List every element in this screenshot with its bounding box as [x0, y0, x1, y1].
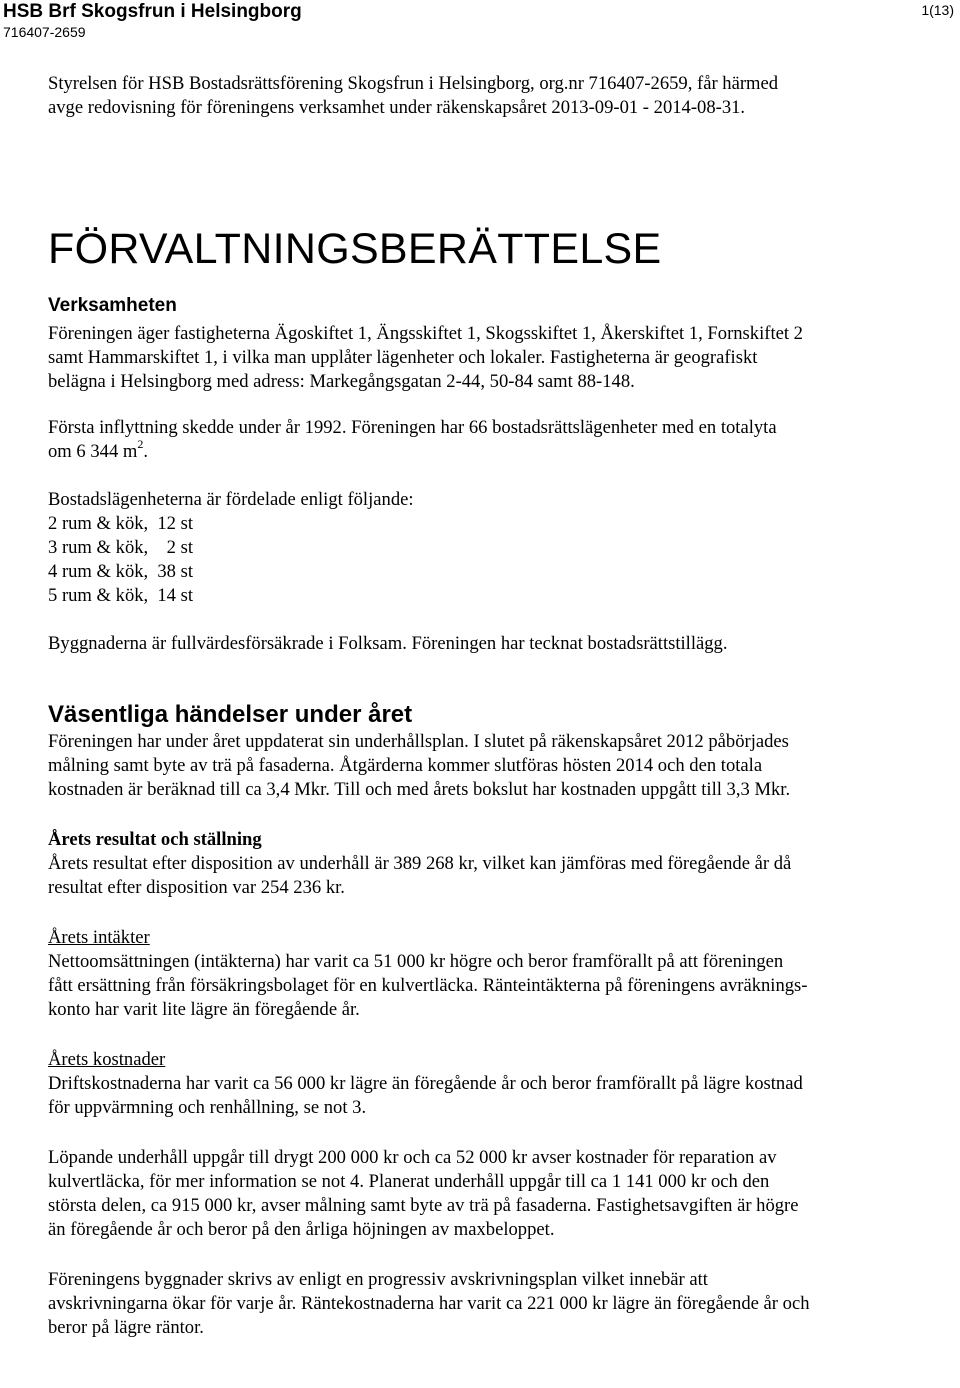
heading-verksamheten: Verksamheten: [48, 295, 177, 316]
distribution-row: [48, 560, 948, 584]
intro-line: Styrelsen för HSB Bostadsrättsförening Skogsfrun i Helsingborg, org.nr 716407-2659, får härmed: [48, 73, 779, 94]
room-type: 2 rum & kök,: [48, 513, 149, 534]
text-line: för uppvärmning och renhållning, se not 3.: [48, 1097, 367, 1118]
text-line: avskrivningarna ökar för varje år. Räntekostnaderna har varit ca 221 000 kr lägre än föregående år och: [48, 1293, 810, 1314]
text-line: Föreningen äger fastigheterna Ägoskiftet 1, Ängsskiftet 1, Skogsskiftet 1, Åkerskiftet 1, Fornskiftet 2: [48, 323, 803, 344]
text-line: samt Hammarskiftet 1, i vilka man upplåter lägenheter och lokaler. Fastigheterna är geografiskt: [48, 347, 758, 368]
text-line: största delen, ca 915 000 kr, avser målning samt byte av trä på fasaderna. Fastighetsavgiften är högre: [48, 1195, 799, 1216]
paragraph-driftskostnader: [48, 1072, 948, 1120]
distribution-row: [48, 512, 948, 536]
paragraph-inflyttning: [48, 416, 948, 464]
main-title: FÖRVALTNINGSBERÄTTELSE: [48, 225, 662, 273]
text-line: Driftskostnaderna har varit ca 56 000 kr lägre än föregående år och beror framförallt på lägre kostnad: [48, 1073, 803, 1094]
room-type: 3 rum & kök,: [48, 537, 149, 558]
distribution-row: [48, 584, 948, 608]
text-line: kulvertläcka, för mer information se not 4. Planerat underhåll uppgår till ca 1 141 000 kr och den: [48, 1171, 770, 1192]
area-superscript: 2: [137, 436, 144, 451]
paragraph-resultat: [48, 852, 948, 900]
text-line: Föreningens byggnader skrivs av enligt en progressiv avskrivningsplan vilket innebär att: [48, 1269, 708, 1290]
distribution-intro: Bostadslägenheterna är fördelade enligt följande:: [48, 489, 414, 510]
area-text-end: .: [143, 441, 149, 462]
insurance-text: Byggnaderna är fullvärdesförsäkrade i Folksam. Föreningen har tecknat bostadsrättstillägg.: [48, 633, 728, 654]
heading-arets-kostnader: Årets kostnader: [48, 1049, 166, 1070]
paragraph-fordelning: [48, 488, 948, 608]
text-line: beror på lägre räntor.: [48, 1317, 204, 1338]
text-line: fått ersättning från försäkringsbolaget för en kulvertläcka. Ränteintäkterna på föreningens avräknings-: [48, 975, 808, 996]
association-name: HSB Brf Skogsfrun i Helsingborg: [3, 1, 302, 22]
room-type: 5 rum & kök,: [48, 585, 149, 606]
paragraph-vasentliga: [48, 730, 948, 802]
text-line: Löpande underhåll uppgår till drygt 200 000 kr och ca 52 000 kr avser kostnader för reparation av: [48, 1147, 777, 1168]
document-body: [48, 72, 948, 1340]
area-text: om 6 344 m: [48, 441, 138, 462]
text-line: kostnaden är beräknad till ca 3,4 Mkr. Till och med årets bokslut har kostnaden uppgått till 3,3 Mkr.: [48, 779, 791, 800]
text-line: målning samt byte av trä på fasaderna. Åtgärderna kommer slutföras hösten 2014 och den totala: [48, 755, 763, 776]
text-line: Första inflyttning skedde under år 1992. Föreningen har 66 bostadsrättslägenheter med en totalyta: [48, 417, 777, 438]
room-type: 4 rum & kök,: [48, 561, 149, 582]
paragraph-underhall: [48, 1146, 948, 1242]
distribution-row: [48, 536, 948, 560]
paragraph-fastigheter: [48, 322, 948, 394]
heading-vasentliga-handelser: Väsentliga händelser under året: [48, 701, 413, 728]
room-count: 2 st: [166, 537, 193, 558]
text-line: [48, 436, 948, 464]
text-line: Föreningen har under året uppdaterat sin underhållsplan. I slutet på räkenskapsåret 2012 påbörjades: [48, 731, 789, 752]
room-count: 38 st: [157, 561, 193, 582]
document-header: [3, 0, 302, 41]
text-line: resultat efter disposition var 254 236 kr.: [48, 877, 345, 898]
text-line: än föregående år och beror på den årliga höjningen av maxbeloppet.: [48, 1219, 555, 1240]
paragraph-avskrivningar: [48, 1268, 948, 1340]
org-number: 716407-2659: [3, 24, 86, 40]
room-count: 12 st: [157, 513, 193, 534]
intro-line: avge redovisning för föreningens verksamhet under räkenskapsåret 2013-09-01 - 2014-08-31.: [48, 97, 746, 118]
heading-arets-intakter: Årets intäkter: [48, 927, 150, 948]
text-line: Årets resultat efter disposition av underhåll är 389 268 kr, vilket kan jämföras med föregående år då: [48, 853, 792, 874]
intro-paragraph: [48, 72, 948, 120]
paragraph-intakter: [48, 950, 948, 1022]
heading-arets-resultat: Årets resultat och ställning: [48, 829, 262, 850]
text-line: belägna i Helsingborg med adress: Markegångsgatan 2-44, 50-84 samt 88-148.: [48, 371, 635, 392]
text-line: konto har varit lite lägre än föregående år.: [48, 999, 360, 1020]
text-line: Nettoomsättningen (intäkterna) har varit ca 51 000 kr högre och beror framförallt på att föreningen: [48, 951, 784, 972]
page-number: 1(13): [921, 2, 954, 18]
room-count: 14 st: [157, 585, 193, 606]
